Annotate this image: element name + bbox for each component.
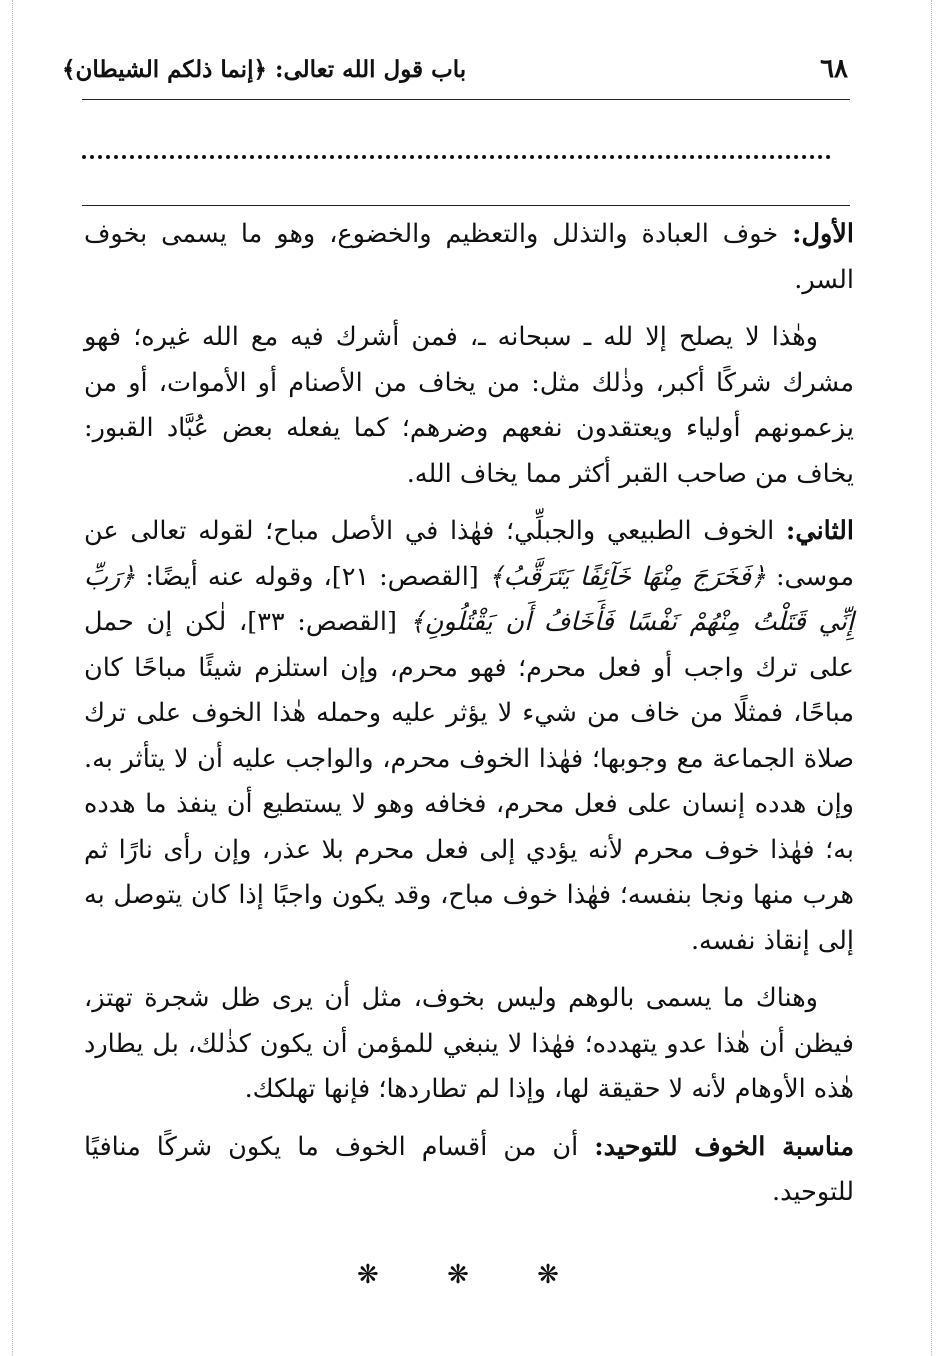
quran-verse: ﴿فَخَرَجَ مِنْهَا خَآئِفًا يَتَرَقَّبُ﴾ <box>488 561 766 592</box>
end-separator: ❋ ❋ ❋ <box>357 1260 589 1290</box>
quran-verse: ﴿رَبِّ إِنِّي قَتَلْتُ مِنْهُمْ نَفْسًا فَأَخَافُ أَن يَقْتُلُونِ﴾ <box>84 561 854 637</box>
lead-relevance: مناسبة الخوف للتوحيد: <box>594 1131 854 1162</box>
paragraph-text: الخوف الطبيعي والجبلِّي؛ فهٰذا في الأصل مباح؛ لقوله تعالى عن موسى: <box>84 516 855 592</box>
paragraph-shirk <box>84 315 854 497</box>
paragraph-text: [القصص: ٢١]، وقوله عنه أيضًا: <box>135 561 489 592</box>
paragraph-first-type <box>84 212 854 303</box>
page-body <box>84 212 854 1228</box>
paragraph-relevance <box>84 1125 854 1216</box>
running-title: باب قول الله تعالى: ﴿إنما ذلكم الشيطان﴾ <box>62 55 467 83</box>
lead-first: الأول: <box>792 219 854 249</box>
paragraph-text: وهناك ما يسمى بالوهم وليس بخوف، مثل أن يرى ظل شجرة تهتز، فيظن أن هٰذا عدو يتهدده؛ فهٰذا لا ينبغي للمؤمن أن يكون كذٰلك، بل يطارد هٰذه الأوهام لأنه لا حقيقة لها، وإذا لم تطاردها؛ فإنها تهلكك. <box>84 983 854 1104</box>
page-number: ٦٨ <box>820 54 848 84</box>
paragraph-text: خوف العبادة والتذلل والتعظيم والخضوع، وهو ما يسمى بخوف السر. <box>84 219 854 295</box>
page-edge-right <box>931 0 932 1356</box>
paragraph-text: وهٰذا لا يصلح إلا لله ـ سبحانه ـ، فمن أشرك فيه مع الله غيره؛ فهو مشرك شركًا أكبر، وذٰلك مثل: من يخاف من الأصنام أو الأموات، أو من يزعمونهم أولياء ويعتقدون نفعهم وضرهم؛ كما يفعله بعض عُبَّاد القبور: يخاف من صاحب القبر أكثر مما يخاف الله. <box>84 322 854 489</box>
page-edge-left <box>12 0 13 1356</box>
paragraph-illusion <box>84 976 854 1113</box>
paragraph-text: [القصص: ٣٣]، لٰكن إن حمل على ترك واجب أو فعل محرم؛ فهو محرم، وإن استلزم شيئًا مباحًا كان مباحًا، فمثلًا من خاف من شيء لا يؤثر عليه وحمله هٰذا الخوف على ترك صلاة الجماعة مع وجوبها؛ فهٰذا الخوف محرم، والواجب عليه أن لا يتأثر به. وإن هدده إنسان على فعل محرم، فخافه وهو لا يستطيع أن ينفذ ما هدده به؛ فهٰذا خوف محرم لأنه يؤدي إلى فعل محرم بلا عذر، وإن رأى نارًا ثم هرب منها ونجا بنفسه؛ فهٰذا خوف مباح، وقد يكون واجبًا إذا كان يتوصل به إلى إنقاذ نفسه. <box>84 607 854 956</box>
lead-second: الثاني: <box>785 516 854 546</box>
paragraph-text: أن من أقسام الخوف ما يكون شركًا منافيًا للتوحيد. <box>84 1131 854 1207</box>
dotted-separator <box>82 155 831 159</box>
section-rule <box>82 205 850 206</box>
header-rule <box>82 99 850 100</box>
paragraph-second-type <box>84 509 854 964</box>
page-header <box>62 44 848 94</box>
